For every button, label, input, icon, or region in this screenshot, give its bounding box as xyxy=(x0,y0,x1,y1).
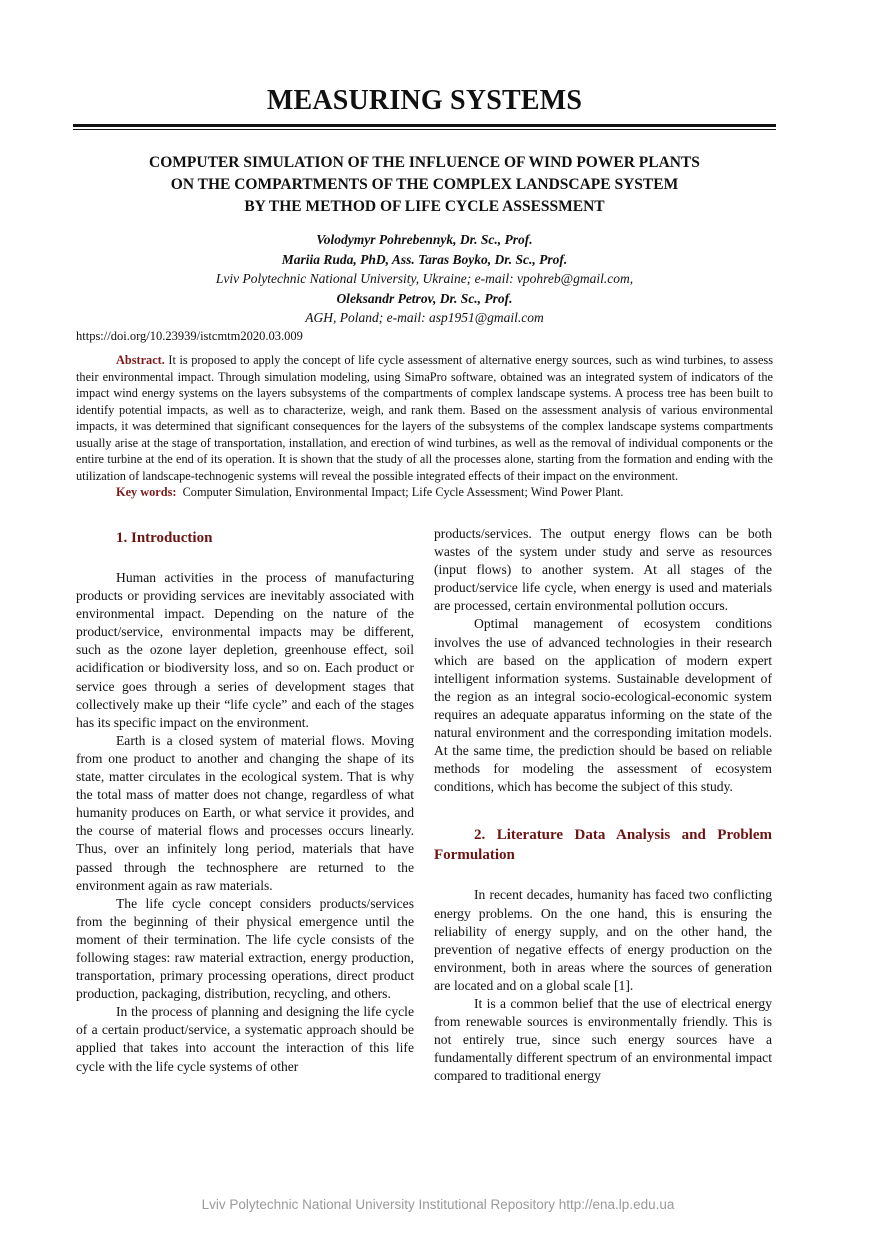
body-paragraph: Human activities in the process of manufacturing products or providing services are inevitably associated with environmental impact. Depending on the nature of the product/service, environmental impacts may be different, such as the ozone layer depletion, greenhouse effect, soil acidification or biodiversity loss, and so on. Each product or service goes through a series of development stages that collectively make up their “life cycle” and each of the stages has its specific impact on the environment. xyxy=(76,570,414,730)
author-affiliation: AGH, Poland; e-mail: asp1951@gmail.com xyxy=(305,310,544,325)
paper-title xyxy=(73,152,776,218)
author-affiliation: Lviv Polytechnic National University, Ukraine; e-mail: vpohreb@gmail.com, xyxy=(215,271,634,286)
repository-footer: Lviv Polytechnic National University Institutional Repository http://ena.lp.edu.ua xyxy=(201,1197,675,1212)
keywords-label: Key words: xyxy=(116,485,177,499)
right-column xyxy=(434,525,772,1085)
body-paragraph: Earth is a closed system of material flows. Moving from one product to another and changing the shape of its state, matter circulates in the ecological system. That is why the total mass of matter does not change, regardless of what humanity produces on Earth, or what service it provides, and the course of material flows and processes occurs linearly. Thus, over an infinitely long period, materials that have passed through the technosphere are returned to the environment again as raw materials. xyxy=(76,732,414,893)
body-paragraph: In the process of planning and designing the life cycle of a certain product/service, a systematic approach should be applied that takes into account the interaction of this life cycle with the life cycle systems of other xyxy=(76,1004,414,1074)
paper-title-line: ON THE COMPARTMENTS OF THE COMPLEX LANDSCAPE SYSTEM xyxy=(170,176,679,193)
body-paragraph: Optimal management of ecosystem conditions involves the use of advanced technologies in their research which are based on the application of modern expert intelligent information systems. Sustainable development of the region as an integral socio-ecological-economic system requires an adequate apparatus informing on the state of the natural environment and the corresponding imitation models. At the same time, the prediction should be based on reliable methods for modeling the assessment of ecosystem conditions, which has become the subject of this study. xyxy=(434,616,772,795)
body-paragraph: It is a common belief that the use of electrical energy from renewable sources is environmentally friendly. This is not entirely true, since such energy sources have a fundamentally different spectrum of an environmental impact compared to traditional energy xyxy=(434,995,772,1084)
author-name: Mariia Ruda, PhD, Ass. Taras Boyko, Dr. Sc., Prof. xyxy=(281,251,568,267)
body-paragraph: In recent decades, humanity has faced two conflicting energy problems. On the one hand, this is ensuring the reliability of energy supply, and on the other hand, the prevention of negative effects of energy production on the environment, both in areas where the sources of generation are located and on a global scale [1]. xyxy=(434,887,772,993)
header-rule-thick xyxy=(73,124,776,127)
journal-section-title: MEASURING SYSTEMS xyxy=(266,85,583,116)
left-column xyxy=(76,525,414,1076)
doi-link[interactable]: https://doi.org/10.23939/istcmtm2020.03.009 xyxy=(76,329,303,343)
keywords-paragraph xyxy=(76,484,773,501)
keywords-text: Computer Simulation, Environmental Impact; Life Cycle Assessment; Wind Power Plant. xyxy=(182,485,624,499)
journal-header xyxy=(73,84,776,118)
author-name: Oleksandr Petrov, Dr. Sc., Prof. xyxy=(336,290,513,306)
body-paragraph: The life cycle concept considers products/services from the beginning of their physical emergence until the moment of their termination. The life cycle consists of the following stages: raw material extraction, energy production, transportation, primary processing operations, direct product production, packaging, distribution, recycling, and others. xyxy=(76,895,414,1002)
abstract-paragraph xyxy=(76,352,773,484)
author-name: Volodymyr Pohrebennyk, Dr. Sc., Prof. xyxy=(316,232,533,247)
abstract-text: It is proposed to apply the concept of life cycle assessment of alternative energy sources, such as wind turbines, to assess their environmental impact. Through simulation modeling, using SimaPro software, obtained was an integrated system of indicators of the impact wind energy systems on the layers subsystems of the compartments of complex landscape systems. A process tree has been built to identify potential impacts, as well as to characterize, weigh, and rank them. Based on the assessment analysis of various environmental impacts, it was determined that significant consequences for the layers of the subsystems of the complex landscape systems compartments usually arise at the stage of transportation, installation, and erection of wind turbines, as well as the removal of individual components or the entire turbine at the end of its operation. It is shown that the study of all the processes alone, starting from the formation and ending with the utilization of landscape-technogenic systems will reveal the possible integrated effects of their impact on the environment. xyxy=(76,353,773,483)
header-rule-thin xyxy=(73,129,776,130)
section-heading-literature: 2. Literature Data Analysis and Problem Formulation xyxy=(434,827,772,864)
paper-title-line: BY THE METHOD OF LIFE CYCLE ASSESSMENT xyxy=(244,198,605,215)
body-paragraph: products/services. The output energy flows can be both wastes of the system under study and serve as resources (input flows) to another system. At all stages of the product/service life cycle, when energy is used and materials are processed, certain environmental pollution occurs. xyxy=(434,526,772,614)
abstract xyxy=(76,352,773,501)
author-block xyxy=(73,230,776,328)
section-heading-introduction: 1. Introduction xyxy=(116,530,213,546)
paper-title-line: COMPUTER SIMULATION OF THE INFLUENCE OF WIND POWER PLANTS xyxy=(149,154,700,171)
abstract-label: Abstract. xyxy=(116,353,165,367)
